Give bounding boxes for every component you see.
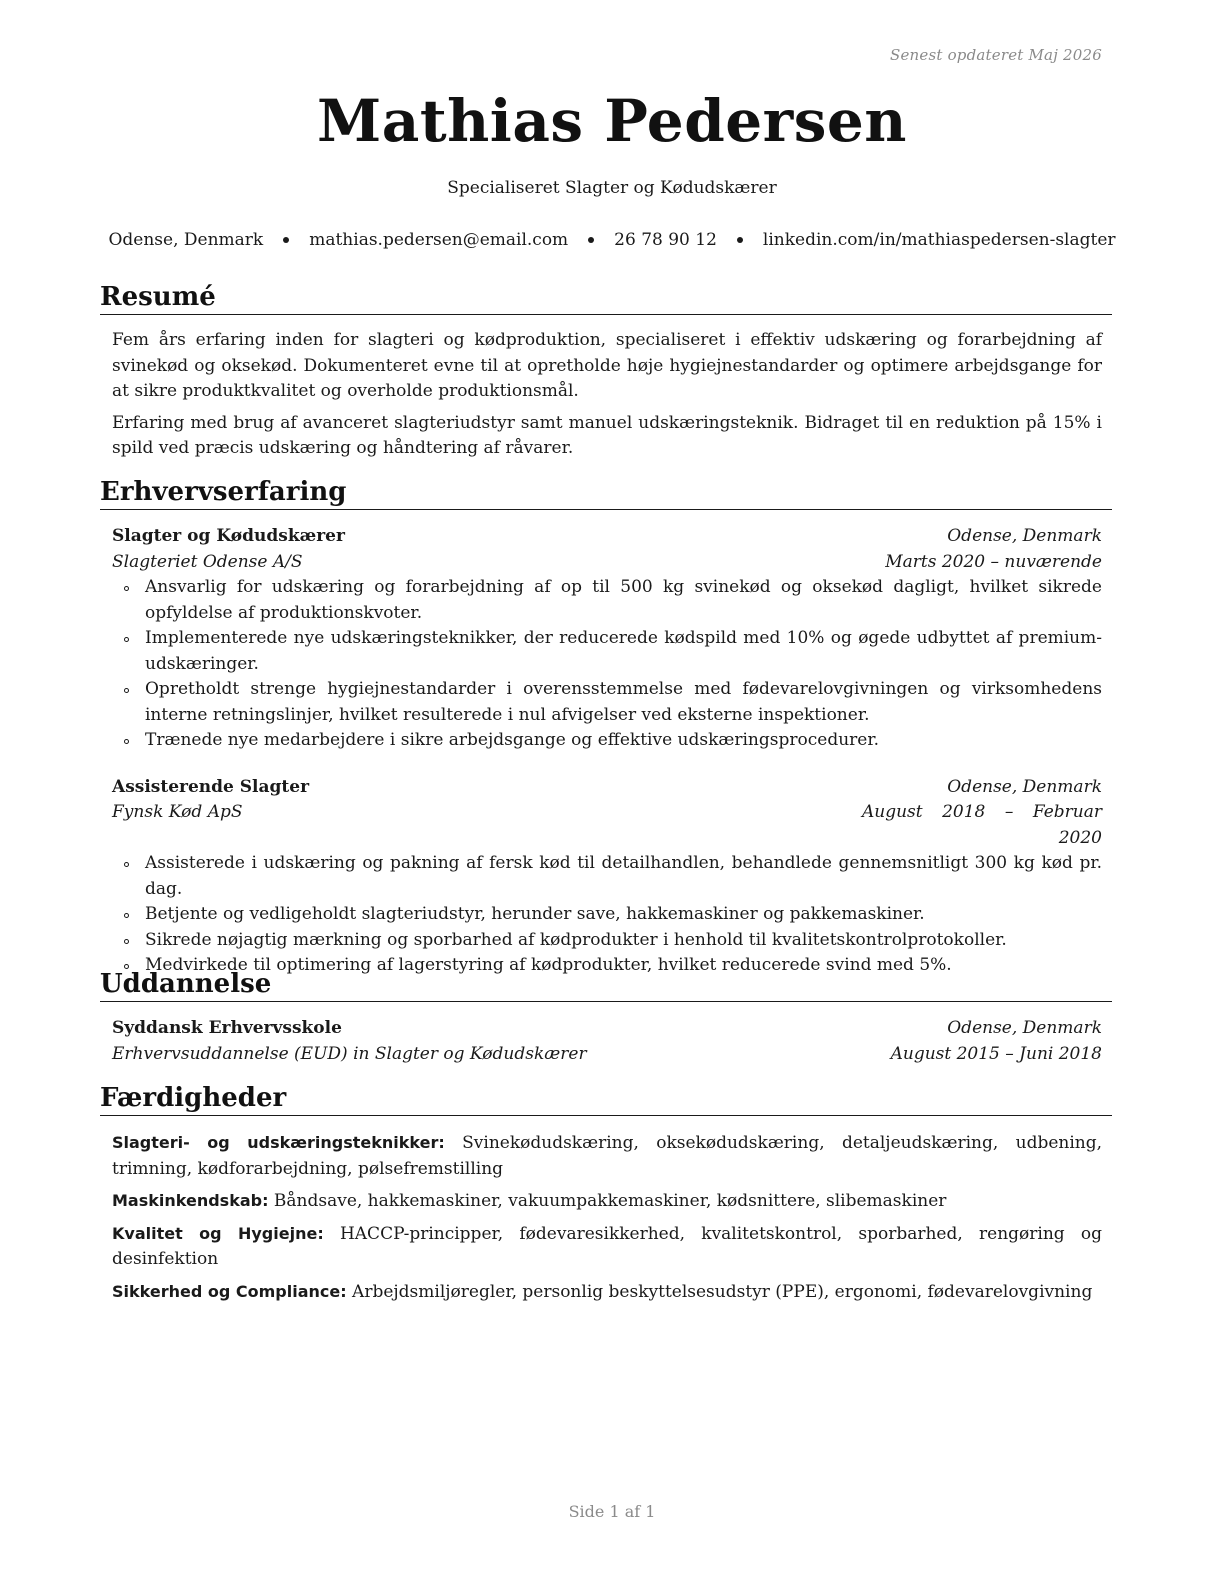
skill-line xyxy=(112,1130,1102,1182)
job-entry xyxy=(112,775,1102,979)
separator-dot-icon xyxy=(588,237,594,243)
list-item: Betjente og vedligeholdt slagteriudstyr, herunder save, hakkemaskiner og pakkemaskiner. xyxy=(112,902,1102,928)
school-name: Syddansk Erhvervsskole xyxy=(112,1018,342,1038)
skill-text: Båndsave, hakkemaskiner, vakuumpakkemaskiner, kødsnittere, slibemaskiner xyxy=(273,1191,947,1211)
job-location: Odense, Denmark xyxy=(947,526,1102,546)
summary-section xyxy=(100,281,1112,462)
skill-label: Maskinkendskab: xyxy=(112,1191,269,1210)
section-title: Resumé xyxy=(100,281,1112,315)
circle-bullet-icon xyxy=(124,913,129,918)
job-dates: August 2018 – Februar 2020 xyxy=(862,802,1102,848)
school-location: Odense, Denmark xyxy=(947,1018,1102,1038)
skill-label: Slagteri- og udskæringsteknikker: xyxy=(112,1133,445,1152)
education-dates: August 2015 – Juni 2018 xyxy=(890,1043,1102,1064)
contact-location: Odense, Denmark xyxy=(108,230,264,250)
circle-bullet-icon xyxy=(124,586,129,591)
skill-line xyxy=(112,1188,1102,1215)
contact-linkedin[interactable]: linkedin.com/in/mathiaspedersen-slagter xyxy=(762,230,1116,250)
experience-section xyxy=(100,476,1112,979)
circle-bullet-icon xyxy=(124,739,129,744)
job-entry xyxy=(112,524,1102,754)
job-company: Fynsk Kød ApS xyxy=(112,802,243,822)
last-updated: Senest opdateret Maj 2026 xyxy=(889,46,1102,64)
list-item: Ansvarlig for udskæring og forarbejdning af op til 500 kg svinekød og oksekød dagligt, hvilket sikrede opfyldelse af produktionskvoter. xyxy=(112,575,1102,626)
section-title: Uddannelse xyxy=(100,968,1112,1002)
education-entry xyxy=(112,1016,1102,1067)
separator-dot-icon xyxy=(283,237,289,243)
circle-bullet-icon xyxy=(124,939,129,944)
headline: Specialiseret Slagter og Kødudskærer xyxy=(447,178,777,198)
job-bullets xyxy=(112,851,1102,979)
skills-section xyxy=(100,1082,1112,1305)
candidate-name: Mathias Pedersen xyxy=(317,87,907,155)
job-role: Assisterende Slagter xyxy=(112,776,310,797)
section-title: Erhvervserfaring xyxy=(100,476,1112,510)
degree: Erhvervsuddannelse (EUD) in Slagter og Kødudskærer xyxy=(112,1043,587,1064)
circle-bullet-icon xyxy=(124,862,129,867)
job-location: Odense, Denmark xyxy=(947,776,1102,797)
section-title: Færdigheder xyxy=(100,1082,1112,1116)
circle-bullet-icon xyxy=(124,688,129,693)
skill-label: Sikkerhed og Compliance: xyxy=(112,1281,347,1301)
page-number: Side 1 af 1 xyxy=(568,1502,656,1521)
job-company: Slagteriet Odense A/S xyxy=(112,551,303,572)
circle-bullet-icon xyxy=(124,637,129,642)
list-item: Medvirkede til optimering af lagerstyring af kødprodukter, hvilket reducerede svind med 5%. xyxy=(112,953,1102,979)
list-item: Sikrede nøjagtig mærkning og sporbarhed af kødprodukter i henhold til kvalitetskontrolprotokoller. xyxy=(112,928,1102,954)
contact-phone: 26 78 90 12 xyxy=(614,230,717,250)
summary-paragraph: Erfaring med brug af avanceret slagteriudstyr samt manuel udskæringsteknik. Bidraget til en reduktion på 15% i spild ved præcis udskæring og håndtering af råvarer. xyxy=(112,412,1102,458)
contact-line xyxy=(100,228,1124,252)
job-role: Slagter og Kødudskærer xyxy=(112,526,345,546)
list-item: Implementerede nye udskæringsteknikker, der reducerede kødspild med 10% og øgede udbyttet af premium-udskæringer. xyxy=(112,626,1102,677)
skill-text: Svinekødudskæring, oksekødudskæring, detaljeudskæring, udbening, trimning, kødforarbejdning, pølsefremstilling xyxy=(112,1133,1103,1179)
skill-line xyxy=(112,1221,1102,1273)
list-item: Opretholdt strenge hygiejnestandarder i overensstemmelse med fødevarelovgivningen og virksomhedens interne retningslinjer, hvilket resulterede i nul afvigelser ved eksterne inspektioner. xyxy=(112,677,1102,728)
job-bullets xyxy=(112,575,1102,754)
list-item: Assisterede i udskæring og pakning af fersk kød til detailhandlen, behandlede gennemsnitligt 300 kg kød pr. dag. xyxy=(112,851,1102,902)
summary-paragraph: Fem års erfaring inden for slagteri og kødproduktion, specialiseret i effektiv udskæring og forarbejdning af svinekød og oksekød. Dokumenteret evne til at opretholde høje hygiejnestandarder og optimere arbejdsgange for at sikre produktkvalitet og overholde produktionsmål. xyxy=(112,330,1102,401)
list-item: Trænede nye medarbejdere i sikre arbejdsgange og effektive udskæringsprocedurer. xyxy=(112,728,1102,754)
skill-text: Arbejdsmiljøregler, personlig beskyttelsesudstyr (PPE), ergonomi, fødevarelovgivning xyxy=(352,1281,1093,1302)
skill-label: Kvalitet og Hygiejne: xyxy=(112,1223,324,1243)
skill-text: HACCP-principper, fødevaresikkerhed, kvalitetskontrol, sporbarhed, rengøring og desinfektion xyxy=(112,1223,1102,1269)
separator-dot-icon xyxy=(737,237,743,243)
skill-line xyxy=(112,1279,1102,1306)
contact-email[interactable]: mathias.pedersen@email.com xyxy=(309,230,569,250)
education-section xyxy=(100,968,1112,1067)
job-dates: Marts 2020 – nuværende xyxy=(885,551,1102,572)
